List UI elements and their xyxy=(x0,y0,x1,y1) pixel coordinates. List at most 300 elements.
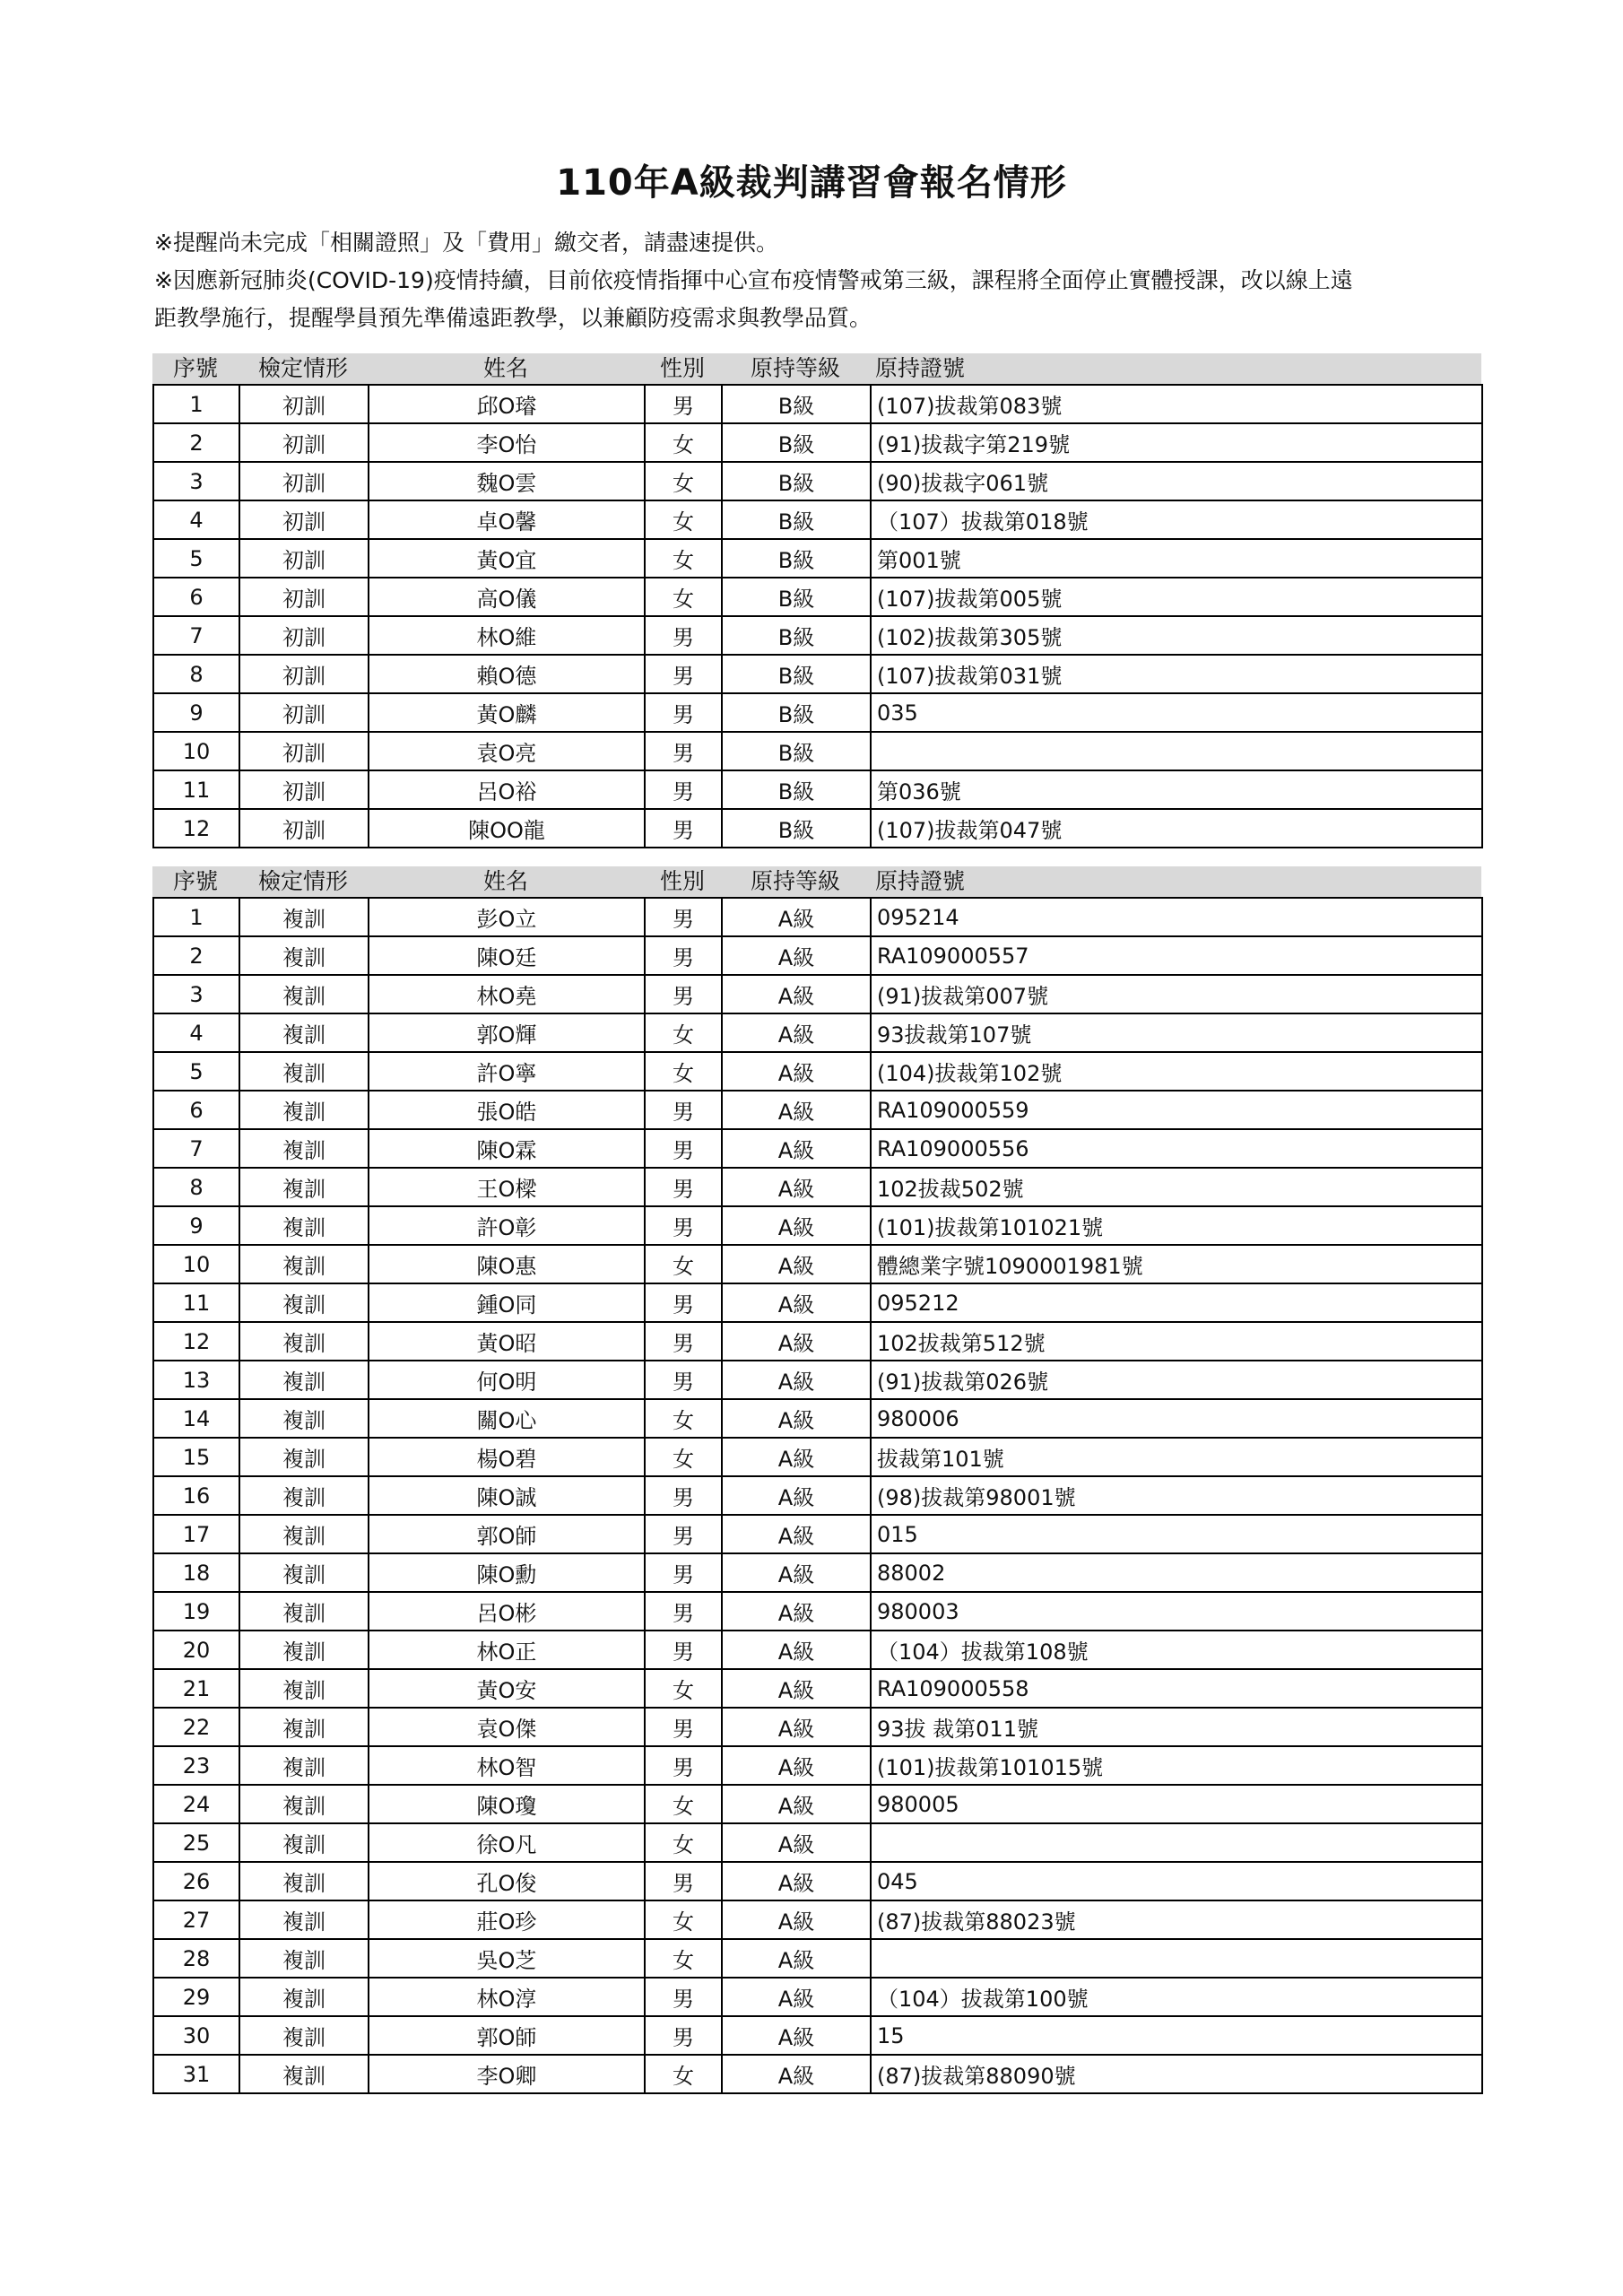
certificate-cell: 102拔裁502號 xyxy=(871,1168,1482,1206)
name-cell: 黃O安 xyxy=(369,1669,645,1708)
certificate-cell: (107)拔裁第031號 xyxy=(871,655,1482,693)
notice-block xyxy=(154,224,1490,337)
gender-cell: 男 xyxy=(645,2016,722,2055)
level-cell: A級 xyxy=(722,1746,871,1785)
serial-cell: 7 xyxy=(153,1129,239,1168)
table-row xyxy=(153,1206,1482,1245)
gender-cell: 女 xyxy=(645,578,722,616)
serial-cell: 3 xyxy=(153,462,239,500)
certificate-cell: RA109000557 xyxy=(871,936,1482,975)
level-cell: B級 xyxy=(722,578,871,616)
level-cell: A級 xyxy=(722,1399,871,1438)
status-cell: 複訓 xyxy=(239,1746,369,1785)
table-row xyxy=(153,1978,1482,2016)
serial-cell: 1 xyxy=(153,898,239,936)
certificate-cell: 980003 xyxy=(871,1592,1482,1631)
notice-line: 距教學施行，提醒學員預先準備遠距教學，以兼顧防疫需求與教學品質。 xyxy=(154,305,872,331)
certificate-cell xyxy=(871,1939,1482,1978)
gender-cell: 男 xyxy=(645,936,722,975)
level-cell: A級 xyxy=(722,1013,871,1052)
name-cell: 李O卿 xyxy=(369,2055,645,2093)
serial-cell: 5 xyxy=(153,539,239,578)
gender-cell: 男 xyxy=(645,693,722,732)
certificate-cell: 體總業字號1090001981號 xyxy=(871,1245,1482,1283)
gender-cell: 女 xyxy=(645,1939,722,1978)
level-cell: A級 xyxy=(722,1708,871,1746)
status-cell: 初訓 xyxy=(239,693,369,732)
status-cell: 複訓 xyxy=(239,1283,369,1322)
certificate-cell: 93拔裁第107號 xyxy=(871,1013,1482,1052)
certificate-cell: (107)拔裁第047號 xyxy=(871,809,1482,848)
status-cell: 複訓 xyxy=(239,1785,369,1823)
gender-cell: 女 xyxy=(645,462,722,500)
gender-cell: 男 xyxy=(645,732,722,770)
table-row xyxy=(153,1823,1482,1862)
gender-cell: 男 xyxy=(645,385,722,423)
gender-cell: 女 xyxy=(645,1900,722,1939)
table-row xyxy=(153,423,1482,462)
level-cell: A級 xyxy=(722,936,871,975)
header-level: 原持等級 xyxy=(750,355,840,381)
level-cell: A級 xyxy=(722,1168,871,1206)
name-cell: 林O智 xyxy=(369,1746,645,1785)
name-cell: 陳O廷 xyxy=(369,936,645,975)
status-cell: 複訓 xyxy=(239,1091,369,1129)
table-row xyxy=(153,1091,1482,1129)
level-cell: A級 xyxy=(722,1245,871,1283)
serial-cell: 18 xyxy=(153,1553,239,1592)
name-cell: 林O正 xyxy=(369,1631,645,1669)
level-cell: A級 xyxy=(722,1206,871,1245)
gender-cell: 男 xyxy=(645,1283,722,1322)
header-name: 姓名 xyxy=(482,355,528,381)
name-cell: 陳O誠 xyxy=(369,1476,645,1515)
certificate-cell: 15 xyxy=(871,2016,1482,2055)
gender-cell: 男 xyxy=(645,1361,722,1399)
table-row xyxy=(153,1939,1482,1978)
gender-cell: 女 xyxy=(645,500,722,539)
name-cell: 呂O彬 xyxy=(369,1592,645,1631)
table-row xyxy=(153,809,1482,848)
serial-cell: 10 xyxy=(153,1245,239,1283)
serial-cell: 29 xyxy=(153,1978,239,2016)
status-cell: 複訓 xyxy=(239,975,369,1013)
name-cell: 袁O亮 xyxy=(369,732,645,770)
name-cell: 陳O瓊 xyxy=(369,1785,645,1823)
table-row xyxy=(153,1052,1482,1091)
level-cell: B級 xyxy=(722,462,871,500)
status-cell: 複訓 xyxy=(239,1399,369,1438)
refresher-training-table xyxy=(152,897,1483,2094)
serial-cell: 22 xyxy=(153,1708,239,1746)
certificate-cell: 035 xyxy=(871,693,1482,732)
name-cell: 林O堯 xyxy=(369,975,645,1013)
name-cell: 王O樑 xyxy=(369,1168,645,1206)
gender-cell: 男 xyxy=(645,1091,722,1129)
name-cell: 卓O馨 xyxy=(369,500,645,539)
certificate-cell: 第036號 xyxy=(871,770,1482,809)
status-cell: 初訓 xyxy=(239,462,369,500)
status-cell: 複訓 xyxy=(239,1052,369,1091)
status-cell: 複訓 xyxy=(239,1245,369,1283)
level-cell: A級 xyxy=(722,1631,871,1669)
serial-cell: 11 xyxy=(153,1283,239,1322)
name-cell: 張O皓 xyxy=(369,1091,645,1129)
table-row xyxy=(153,770,1482,809)
certificate-cell: (98)拔裁第98001號 xyxy=(871,1476,1482,1515)
table-row xyxy=(153,2055,1482,2093)
header-level: 原持等級 xyxy=(750,868,840,894)
table-row xyxy=(153,1785,1482,1823)
level-cell: A級 xyxy=(722,1322,871,1361)
name-cell: 郭O輝 xyxy=(369,1013,645,1052)
header-gender: 性別 xyxy=(659,355,705,381)
header-certificate: 原持證號 xyxy=(875,355,966,381)
level-cell: B級 xyxy=(722,539,871,578)
name-cell: 莊O珍 xyxy=(369,1900,645,1939)
header-name: 姓名 xyxy=(482,868,528,894)
level-cell: A級 xyxy=(722,975,871,1013)
page-title: 110年A級裁判講習會報名情形 xyxy=(556,162,1067,204)
serial-cell: 21 xyxy=(153,1669,239,1708)
gender-cell: 男 xyxy=(645,655,722,693)
status-cell: 複訓 xyxy=(239,898,369,936)
table-row xyxy=(153,1322,1482,1361)
status-cell: 複訓 xyxy=(239,1592,369,1631)
gender-cell: 男 xyxy=(645,1206,722,1245)
serial-cell: 14 xyxy=(153,1399,239,1438)
level-cell: B級 xyxy=(722,809,871,848)
table-row xyxy=(153,1168,1482,1206)
serial-cell: 27 xyxy=(153,1900,239,1939)
serial-cell: 8 xyxy=(153,1168,239,1206)
refresher-training-section xyxy=(152,866,1481,2094)
gender-cell: 男 xyxy=(645,1322,722,1361)
name-cell: 孔O俊 xyxy=(369,1862,645,1900)
name-cell: 郭O師 xyxy=(369,2016,645,2055)
status-cell: 複訓 xyxy=(239,2055,369,2093)
gender-cell: 女 xyxy=(645,1669,722,1708)
serial-cell: 6 xyxy=(153,1091,239,1129)
name-cell: 陳OO龍 xyxy=(369,809,645,848)
gender-cell: 男 xyxy=(645,1592,722,1631)
table-row xyxy=(153,655,1482,693)
gender-cell: 女 xyxy=(645,1245,722,1283)
status-cell: 初訓 xyxy=(239,809,369,848)
status-cell: 複訓 xyxy=(239,1361,369,1399)
table-row xyxy=(153,975,1482,1013)
gender-cell: 女 xyxy=(645,1052,722,1091)
name-cell: 陳O霖 xyxy=(369,1129,645,1168)
header-status: 檢定情形 xyxy=(257,868,348,894)
certificate-cell: 045 xyxy=(871,1862,1482,1900)
status-cell: 初訓 xyxy=(239,500,369,539)
table-row xyxy=(153,936,1482,975)
serial-cell: 5 xyxy=(153,1052,239,1091)
certificate-cell: (101)拔裁第101015號 xyxy=(871,1746,1482,1785)
certificate-cell: 980006 xyxy=(871,1399,1482,1438)
table-row xyxy=(153,1708,1482,1746)
status-cell: 初訓 xyxy=(239,655,369,693)
notice-line: ※提醒尚未完成「相關證照」及「費用」繳交者，請盡速提供。 xyxy=(154,230,778,256)
serial-cell: 7 xyxy=(153,616,239,655)
certificate-cell: （104）拔裁第108號 xyxy=(871,1631,1482,1669)
gender-cell: 男 xyxy=(645,1746,722,1785)
gender-cell: 男 xyxy=(645,1515,722,1553)
table-row xyxy=(153,462,1482,500)
status-cell: 複訓 xyxy=(239,2016,369,2055)
certificate-cell: 980005 xyxy=(871,1785,1482,1823)
status-cell: 初訓 xyxy=(239,732,369,770)
gender-cell: 男 xyxy=(645,809,722,848)
serial-cell: 19 xyxy=(153,1592,239,1631)
table-row xyxy=(153,616,1482,655)
initial-training-table xyxy=(152,384,1483,848)
name-cell: 彭O立 xyxy=(369,898,645,936)
serial-cell: 4 xyxy=(153,500,239,539)
serial-cell: 9 xyxy=(153,1206,239,1245)
status-cell: 複訓 xyxy=(239,1900,369,1939)
table-row xyxy=(153,1129,1482,1168)
status-cell: 複訓 xyxy=(239,1939,369,1978)
table-row xyxy=(153,1438,1482,1476)
serial-cell: 2 xyxy=(153,936,239,975)
serial-cell: 13 xyxy=(153,1361,239,1399)
table-row xyxy=(153,1476,1482,1515)
name-cell: 林O淳 xyxy=(369,1978,645,2016)
certificate-cell: （107）拔裁第018號 xyxy=(871,500,1482,539)
table-row xyxy=(153,578,1482,616)
serial-cell: 25 xyxy=(153,1823,239,1862)
serial-cell: 23 xyxy=(153,1746,239,1785)
table-row xyxy=(153,1553,1482,1592)
header-gender: 性別 xyxy=(659,868,705,894)
certificate-cell: (87)拔裁第88090號 xyxy=(871,2055,1482,2093)
gender-cell: 男 xyxy=(645,1476,722,1515)
table-row xyxy=(153,1245,1482,1283)
gender-cell: 女 xyxy=(645,423,722,462)
level-cell: B級 xyxy=(722,423,871,462)
level-cell: A級 xyxy=(722,1515,871,1553)
status-cell: 初訓 xyxy=(239,385,369,423)
gender-cell: 女 xyxy=(645,1785,722,1823)
gender-cell: 男 xyxy=(645,616,722,655)
name-cell: 楊O碧 xyxy=(369,1438,645,1476)
level-cell: A級 xyxy=(722,898,871,936)
name-cell: 許O寧 xyxy=(369,1052,645,1091)
status-cell: 複訓 xyxy=(239,1168,369,1206)
header-status: 檢定情形 xyxy=(257,355,348,381)
gender-cell: 男 xyxy=(645,1631,722,1669)
name-cell: 陳O惠 xyxy=(369,1245,645,1283)
certificate-cell: (87)拔裁第88023號 xyxy=(871,1900,1482,1939)
table-row xyxy=(153,2016,1482,2055)
serial-cell: 15 xyxy=(153,1438,239,1476)
level-cell: A級 xyxy=(722,1900,871,1939)
serial-cell: 26 xyxy=(153,1862,239,1900)
table-row xyxy=(153,732,1482,770)
notice-line: ※因應新冠肺炎(COVID-19)疫情持續，目前依疫情指揮中心宣布疫情警戒第三級，課程將全面停止實體授課，改以線上遠 xyxy=(154,267,1353,293)
level-cell: A級 xyxy=(722,1823,871,1862)
level-cell: A級 xyxy=(722,2055,871,2093)
gender-cell: 男 xyxy=(645,1862,722,1900)
serial-cell: 9 xyxy=(153,693,239,732)
level-cell: B級 xyxy=(722,616,871,655)
serial-cell: 10 xyxy=(153,732,239,770)
certificate-cell: RA109000558 xyxy=(871,1669,1482,1708)
certificate-cell: (91)拔裁字第219號 xyxy=(871,423,1482,462)
gender-cell: 女 xyxy=(645,2055,722,2093)
status-cell: 複訓 xyxy=(239,1708,369,1746)
serial-cell: 4 xyxy=(153,1013,239,1052)
level-cell: A級 xyxy=(722,1862,871,1900)
status-cell: 複訓 xyxy=(239,1013,369,1052)
level-cell: A級 xyxy=(722,1129,871,1168)
table-row xyxy=(153,385,1482,423)
level-cell: A級 xyxy=(722,1553,871,1592)
gender-cell: 男 xyxy=(645,1708,722,1746)
serial-cell: 12 xyxy=(153,1322,239,1361)
status-cell: 初訓 xyxy=(239,616,369,655)
table-row xyxy=(153,539,1482,578)
table-row xyxy=(153,1900,1482,1939)
serial-cell: 6 xyxy=(153,578,239,616)
gender-cell: 男 xyxy=(645,1129,722,1168)
level-cell: A級 xyxy=(722,2016,871,2055)
name-cell: 李O怡 xyxy=(369,423,645,462)
certificate-cell: RA109000556 xyxy=(871,1129,1482,1168)
status-cell: 複訓 xyxy=(239,1631,369,1669)
level-cell: A級 xyxy=(722,1476,871,1515)
certificate-cell: (90)拔裁字061號 xyxy=(871,462,1482,500)
serial-cell: 1 xyxy=(153,385,239,423)
level-cell: B級 xyxy=(722,732,871,770)
certificate-cell: 095212 xyxy=(871,1283,1482,1322)
status-cell: 複訓 xyxy=(239,1669,369,1708)
header-serial: 序號 xyxy=(172,868,218,894)
gender-cell: 男 xyxy=(645,1553,722,1592)
status-cell: 初訓 xyxy=(239,423,369,462)
level-cell: A級 xyxy=(722,1939,871,1978)
serial-cell: 12 xyxy=(153,809,239,848)
name-cell: 郭O師 xyxy=(369,1515,645,1553)
level-cell: A級 xyxy=(722,1283,871,1322)
level-cell: A級 xyxy=(722,1669,871,1708)
certificate-cell: 88002 xyxy=(871,1553,1482,1592)
gender-cell: 女 xyxy=(645,539,722,578)
table-row xyxy=(153,898,1482,936)
table-row xyxy=(153,1631,1482,1669)
table-row xyxy=(153,1283,1482,1322)
level-cell: A級 xyxy=(722,1592,871,1631)
status-cell: 複訓 xyxy=(239,1438,369,1476)
table-header-row xyxy=(152,353,1481,384)
gender-cell: 女 xyxy=(645,1399,722,1438)
table-header-row xyxy=(152,866,1481,897)
level-cell: A級 xyxy=(722,1361,871,1399)
name-cell: 黃O昭 xyxy=(369,1322,645,1361)
table-row xyxy=(153,1515,1482,1553)
status-cell: 複訓 xyxy=(239,1553,369,1592)
name-cell: 陳O勳 xyxy=(369,1553,645,1592)
name-cell: 林O維 xyxy=(369,616,645,655)
status-cell: 初訓 xyxy=(239,770,369,809)
name-cell: 許O彰 xyxy=(369,1206,645,1245)
serial-cell: 30 xyxy=(153,2016,239,2055)
serial-cell: 16 xyxy=(153,1476,239,1515)
name-cell: 徐O凡 xyxy=(369,1823,645,1862)
status-cell: 初訓 xyxy=(239,539,369,578)
certificate-cell: (107)拔裁第005號 xyxy=(871,578,1482,616)
level-cell: B級 xyxy=(722,693,871,732)
table-row xyxy=(153,1746,1482,1785)
name-cell: 袁O傑 xyxy=(369,1708,645,1746)
serial-cell: 31 xyxy=(153,2055,239,2093)
status-cell: 初訓 xyxy=(239,578,369,616)
gender-cell: 女 xyxy=(645,1013,722,1052)
table-row xyxy=(153,1592,1482,1631)
name-cell: 何O明 xyxy=(369,1361,645,1399)
status-cell: 複訓 xyxy=(239,1322,369,1361)
name-cell: 魏O雲 xyxy=(369,462,645,500)
certificate-cell: (104)拔裁第102號 xyxy=(871,1052,1482,1091)
table-row xyxy=(153,1669,1482,1708)
certificate-cell xyxy=(871,732,1482,770)
serial-cell: 11 xyxy=(153,770,239,809)
level-cell: B級 xyxy=(722,655,871,693)
status-cell: 複訓 xyxy=(239,1515,369,1553)
certificate-cell: RA109000559 xyxy=(871,1091,1482,1129)
table-row xyxy=(153,693,1482,732)
serial-cell: 24 xyxy=(153,1785,239,1823)
level-cell: B級 xyxy=(722,500,871,539)
status-cell: 複訓 xyxy=(239,1862,369,1900)
status-cell: 複訓 xyxy=(239,1978,369,2016)
certificate-cell: (102)拔裁第305號 xyxy=(871,616,1482,655)
certificate-cell: (91)拔裁第026號 xyxy=(871,1361,1482,1399)
name-cell: 黃O宜 xyxy=(369,539,645,578)
name-cell: 邱O璿 xyxy=(369,385,645,423)
table-row xyxy=(153,1361,1482,1399)
certificate-cell: (107)拔裁第083號 xyxy=(871,385,1482,423)
certificate-cell: 拔裁第101號 xyxy=(871,1438,1482,1476)
certificate-cell xyxy=(871,1823,1482,1862)
status-cell: 複訓 xyxy=(239,936,369,975)
level-cell: A級 xyxy=(722,1978,871,2016)
header-serial: 序號 xyxy=(172,355,218,381)
certificate-cell: 095214 xyxy=(871,898,1482,936)
certificate-cell: 015 xyxy=(871,1515,1482,1553)
table-row xyxy=(153,1399,1482,1438)
name-cell: 吳O芝 xyxy=(369,1939,645,1978)
level-cell: A級 xyxy=(722,1438,871,1476)
name-cell: 黃O麟 xyxy=(369,693,645,732)
serial-cell: 2 xyxy=(153,423,239,462)
certificate-cell: (101)拔裁第101021號 xyxy=(871,1206,1482,1245)
gender-cell: 女 xyxy=(645,1438,722,1476)
initial-training-section xyxy=(152,353,1481,848)
name-cell: 賴O德 xyxy=(369,655,645,693)
table-row xyxy=(153,1013,1482,1052)
header-certificate: 原持證號 xyxy=(875,868,966,894)
name-cell: 鍾O同 xyxy=(369,1283,645,1322)
gender-cell: 男 xyxy=(645,975,722,1013)
table-row xyxy=(153,500,1482,539)
level-cell: B級 xyxy=(722,770,871,809)
table-row xyxy=(153,1862,1482,1900)
serial-cell: 17 xyxy=(153,1515,239,1553)
certificate-cell: 第001號 xyxy=(871,539,1482,578)
